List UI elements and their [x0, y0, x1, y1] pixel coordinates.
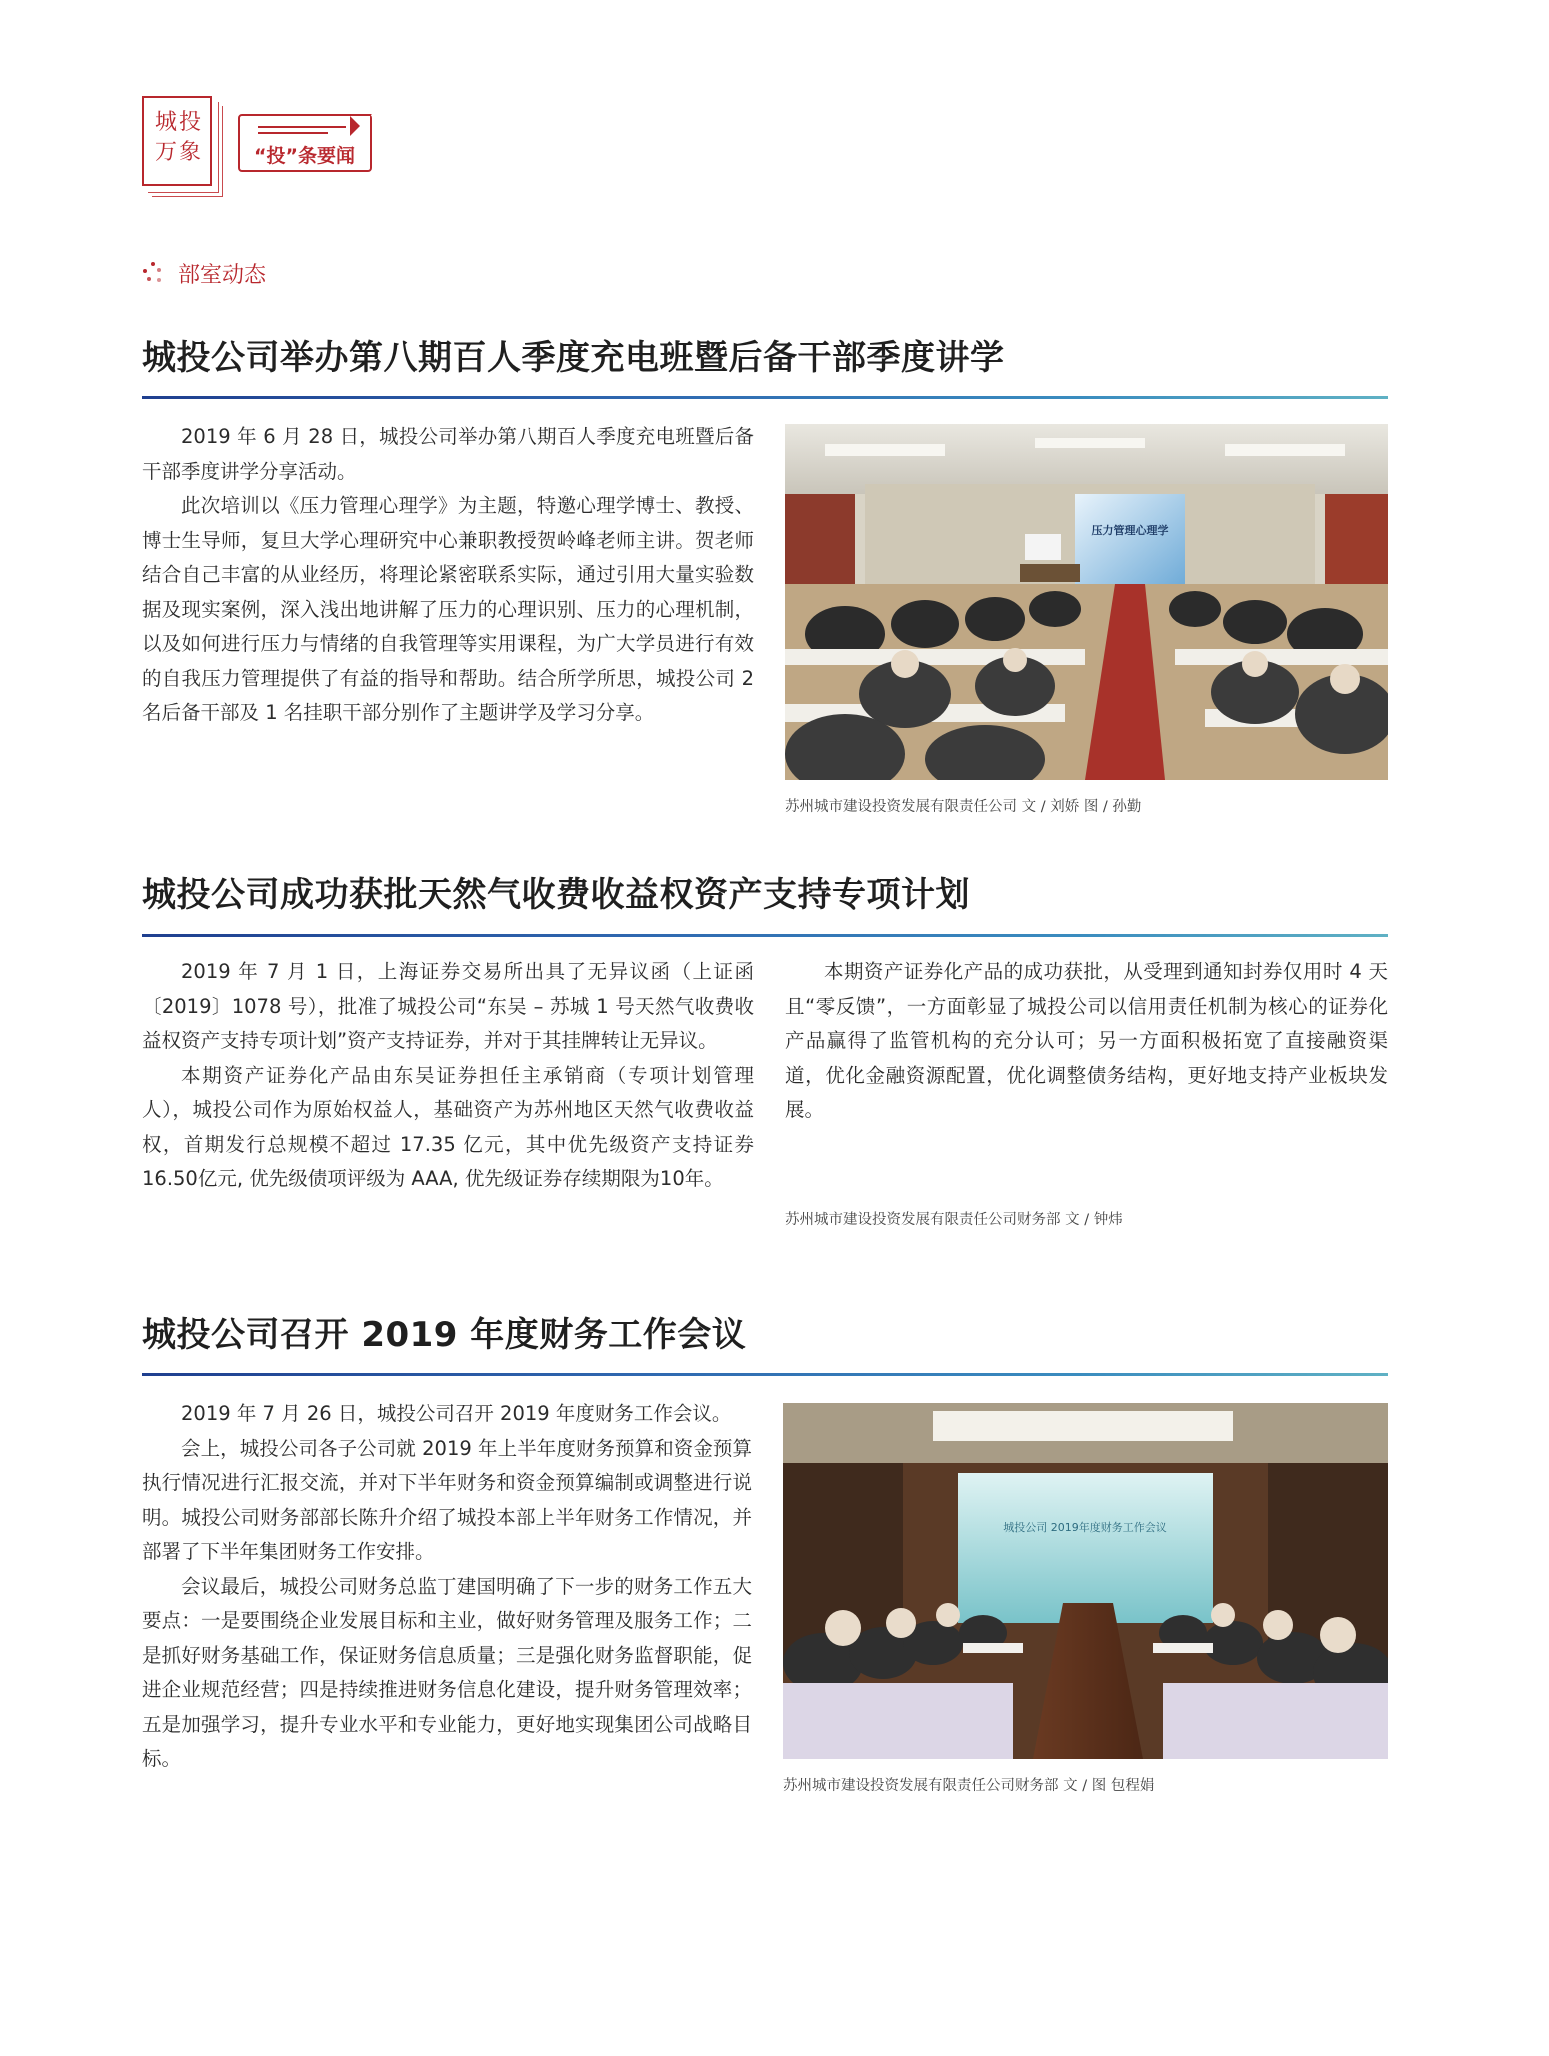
article-body [142, 420, 754, 731]
paragraph: 此次培训以《压力管理心理学》为主题，特邀心理学博士、教授、博士生导师，复旦大学心理研究中心兼职教授贺岭峰老师主讲。贺老师结合自己丰富的从业经历，将理论紧密联系实际，通过引用大量实验数据及现实案例，深入浅出地讲解了压力的心理识别、压力的心理机制，以及如何进行压力与情绪的自我管理等实用课程，为广大学员进行有效的自我压力管理提供了有益的指导和帮助。结合所学所思，城投公司 2 名后备干部及 1 名挂职干部分别作了主题讲学及学习分享。 [142, 494, 754, 724]
meeting-photo [783, 1403, 1388, 1759]
article-title: 城投公司举办第八期百人季度充电班暨后备干部季度讲学 [142, 338, 1005, 378]
photo-caption: 苏州城市建设投资发展有限责任公司 文 / 刘娇 图 / 孙勤 [785, 799, 1142, 815]
paragraph: 本期资产证券化产品的成功获批，从受理到通知封券仅用时 4 天且“零反馈”，一方面彰显了城投公司以信用责任机制为核心的证券化产品赢得了监管机构的充分认可；另一方面积极拓宽了直接融资渠道，优化金融资源配置，优化调整债务结构，更好地支持产业板块发展。 [785, 960, 1388, 1121]
paragraph: 会上，城投公司各子公司就 2019 年上半年度财务预算和资金预算执行情况进行汇报交流，并对下半年财务和资金预算编制或调整进行说明。城投公司财务部部长陈升介绍了城投本部上半年财务工作情况，并部署了下半年集团财务工作安排。 [142, 1436, 752, 1563]
article-body-right [785, 955, 1388, 1128]
logo-text: 城投万象 [154, 110, 203, 165]
title-rule [142, 396, 1388, 399]
paragraph: 本期资产证券化产品由东吴证券担任主承销商（专项计划管理人），城投公司作为原始权益人，基础资产为苏州地区天然气收费收益权，首期发行总规模不超过 17.35 亿元，其中优先级资产支持证券 16.50亿元, 优先级债项评级为 AAA, 优先级证券存续期限为10年。 [142, 1063, 754, 1190]
paragraph: 2019 年 7 月 26 日，城投公司召开 2019 年度财务工作会议。 [181, 1402, 732, 1425]
decorative-lines [258, 126, 346, 138]
paragraph: 2019 年 7 月 1 日，上海证券交易所出具了无异议函（上证函〔2019〕1078 号），批准了城投公司“东吴 – 苏城 1 号天然气收费收益权资产支持专项计划”资产支持证券，并对于其挂牌转让无异议。 [142, 960, 754, 1052]
article-body-left [142, 955, 754, 1197]
photo-caption: 苏州城市建设投资发展有限责任公司财务部 文 / 图 包程娟 [783, 1778, 1155, 1794]
paragraph: 2019 年 6 月 28 日，城投公司举办第八期百人季度充电班暨后备干部季度讲学分享活动。 [142, 425, 754, 483]
title-rule [142, 1373, 1388, 1376]
column-tag [238, 114, 372, 172]
article-title: 城投公司召开 2019 年度财务工作会议 [142, 1315, 747, 1355]
article-title: 城投公司成功获批天然气收费收益权资产支持专项计划 [142, 875, 970, 915]
screen-text: 城投公司 2019年度财务工作会议 [1003, 1521, 1167, 1534]
training-photo [785, 424, 1388, 780]
dots-icon [143, 262, 165, 284]
logo [142, 96, 212, 186]
title-rule [142, 934, 1388, 937]
paragraph: 会议最后，城投公司财务总监丁建国明确了下一步的财务工作五大要点：一是要围绕企业发展目标和主业，做好财务管理及服务工作；二是抓好财务基础工作，保证财务信息质量；三是强化财务监督职能，促进企业规范经营；四是持续推进财务信息化建设，提升财务管理效率；五是加强学习，提升专业水平和专业能力，更好地实现集团公司战略目标。 [142, 1574, 752, 1770]
section-label: 部室动态 [178, 263, 267, 288]
article-caption: 苏州城市建设投资发展有限责任公司财务部 文 / 钟炜 [785, 1212, 1123, 1228]
screen-text: 压力管理心理学 [1091, 524, 1169, 537]
column-label: “投”条要闻 [254, 145, 355, 167]
article-body [142, 1397, 752, 1777]
